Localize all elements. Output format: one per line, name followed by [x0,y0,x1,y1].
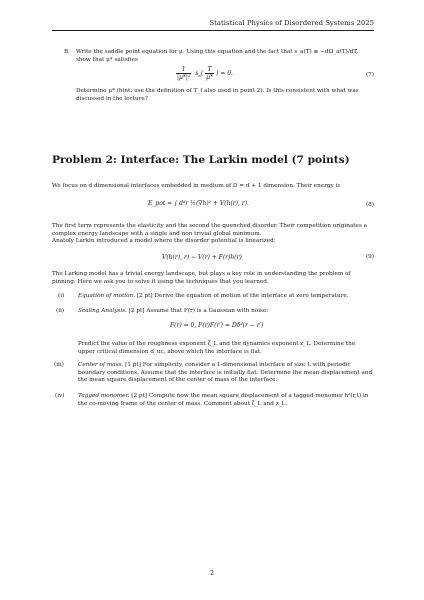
item-ii-followup: Predict the value of the roughness exponent ζ_L and the dynamics exponent z_L. Determine the upper critical dimension d_uc, above which the interface is flat. [78,341,356,355]
paragraph-elasticity: The first term represents the elasticity and the second the quenched disorder. Their competition originates a complex energy landscape with a single and non trivial global minimum. [52,223,368,237]
item-ii-title: Scaling Analysis. [78,308,127,314]
equation-8: E_pot = ∫ dᵈr ½(∇h)² + V(h(r), r). [148,200,249,207]
item-iii-label: (iii) [54,362,64,368]
item-i-label: (i) [58,293,65,299]
equation-7-number: (7) [365,72,374,78]
noise-equation: F(r) = 0, F(r)F(r′) = Dδᵈ(r − r′) [170,322,264,329]
item-iv-points: [2 pt] [131,393,148,399]
part-b-text: Write the saddle point equation for μ. Using this equation and the fact that s_a(T) ≡ −dΩ_a(T)/dT, show that μ* satisfies [76,49,359,63]
paragraph-pinning: The Larking model has a trivial energy landscape, but plays a key role in understanding the problem of pinning. Here we ask you to solve it using the techniques that you learned. [52,271,351,285]
item-i-text: Derive the equation of motion of the interface at zero temperature. [154,293,349,299]
item-ii-points: [2 pt] [128,308,145,314]
item-iii [78,362,374,385]
equation-9-number: (9) [365,254,374,260]
item-i-title: Equation of motion. [78,293,135,299]
item-iii-points: [1 pt] [125,362,141,368]
part-b-followup: Determine μ* (hint: use the definition of T_f also used in point 2). Is this consistent with what was discussed in the lecture? [76,88,359,102]
item-ii-label: (ii) [56,308,65,314]
equation-7: $\frac{1}{\text{|μ*|²}}$ $s_a$( $\frac{T}{\mu*}$ ) = 0. [177,66,233,81]
paragraph-larkin: Anatoly Larkin introduced a model where the disorder potential is linearized: [52,238,276,244]
problem-intro: We focus on d dimensional interfaces embedded in medium of D = d + 1 dimension. Their energy is [52,183,341,189]
item-iv-label: (iv) [55,393,65,399]
item-ii-text: Assume that F(r) is a Gaussian with noise: [146,308,269,314]
item-iv [78,393,374,408]
equation-8-number: (8) [365,202,374,208]
item-ii [78,308,374,316]
item-iii-text: For simplicity, consider a 1-dimensional interface of size L with periodic boundary conditions. Assume that the interface is initially flat. Determine the mean displacement and the mean square displacement of the center of mass of the interface. [78,362,373,384]
problem-title: Problem 2: Interface: The Larkin model (7 points) [52,154,350,166]
running-title: Statistical Physics of Disordered Systems 2025 [209,19,374,27]
item-i-points: [2 pt] [136,293,153,299]
page-number: 2 [210,570,214,577]
header-rule [52,30,374,31]
part-b-label: B. [64,49,70,55]
item-iv-title: Tagged monomer. [78,393,130,399]
equation-9: V(h(r), r) ∼ V(r) + F(r)h(r) [162,254,242,261]
item-iv-text: Compute now the mean square displacement of a tagged monomer h²(r,t) in the co-moving frame of the center of mass. Comment about ζ_L and z_L. [78,393,369,407]
item-iii-title: Center of mass. [78,362,124,368]
item-i [78,293,374,301]
